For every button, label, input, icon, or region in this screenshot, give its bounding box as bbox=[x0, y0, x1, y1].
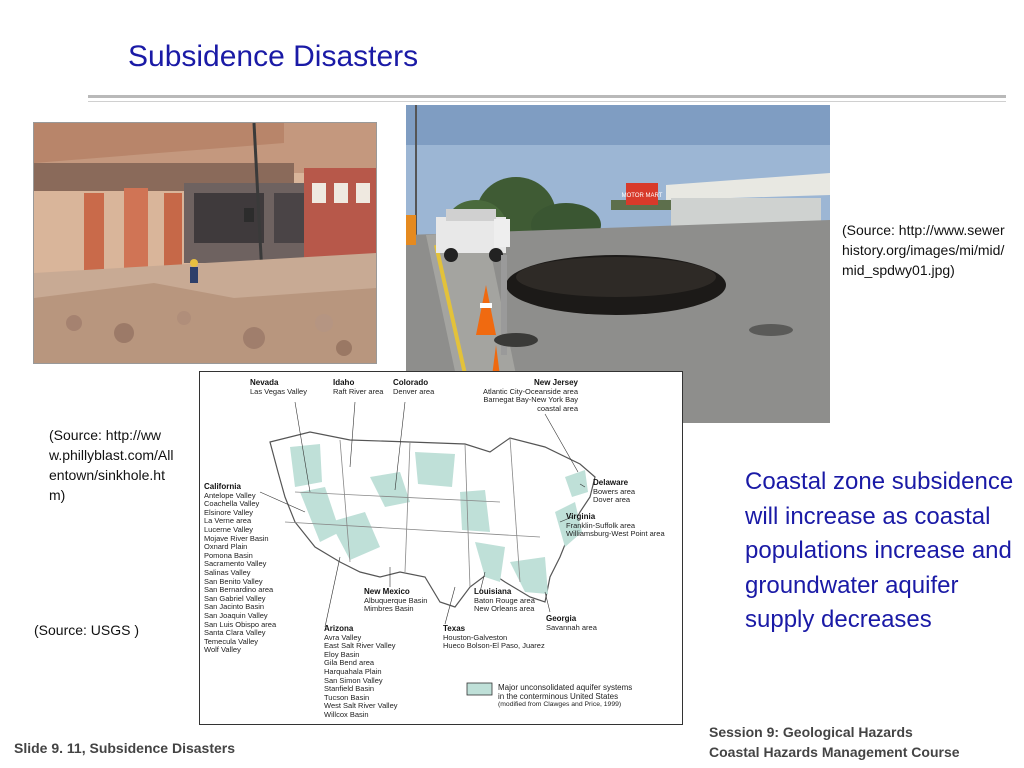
footer-session: Session 9: Geological Hazards bbox=[709, 724, 913, 740]
footer-course: Coastal Hazards Management Course bbox=[709, 744, 960, 760]
slide-title: Subsidence Disasters bbox=[128, 40, 419, 73]
map-label-idaho: Idaho Raft River area bbox=[333, 378, 384, 396]
legend-swatch bbox=[467, 683, 492, 695]
map-label-nevada: Nevada Las Vegas Valley bbox=[250, 378, 307, 396]
map-label-colorado: Colorado Denver area bbox=[393, 378, 435, 396]
map-label-delaware: Delaware Bowers area Dover area bbox=[593, 478, 636, 505]
map-label-new-jersey: New Jersey Atlantic City-Oceanside area Barnegat Bay-New York Bay coastal area bbox=[482, 378, 578, 413]
usgs-aquifer-subsidence-map bbox=[199, 371, 683, 725]
map-source: (Source: USGS ) bbox=[34, 622, 140, 638]
photo1-source: (Source: http://www.phillyblast.com/Allentown/sinkhole.htm) bbox=[49, 427, 174, 503]
store-sign-text: MOTOR MART bbox=[621, 193, 663, 199]
photo2-source: (Source: http://www.sewerhistory.org/images/mi/mid/mid_spdwy01.jpg) bbox=[842, 222, 1005, 278]
map-label-arizona: Arizona Avra Valley East Salt River Valley Eloy Basin Gila Bend area Harquahala Plain San Simon Valley Stanfield Basin Tucson Basin West Salt River Valley Willcox Basin bbox=[324, 624, 398, 719]
map-label-new-mexico: New Mexico Albuquerque Basin Mimbres Basin bbox=[364, 587, 428, 614]
slide-footer-left: Slide 9. 11, Subsidence Disasters bbox=[14, 740, 235, 756]
slide-footer-right bbox=[709, 722, 960, 762]
map-legend: Major unconsolidated aquifer systems in the conterminous United States (modified from Clawges and Price, 1999) bbox=[498, 683, 633, 709]
damaged-building-photo bbox=[33, 122, 377, 364]
title-divider bbox=[88, 95, 1006, 98]
map-label-louisiana: Louisiana Baton Rouge area New Orleans area bbox=[474, 587, 535, 614]
map-label-virginia: Virginia Franklin-Suffolk area Williamsburg-West Point area bbox=[566, 512, 665, 539]
map-label-texas: Texas Houston-Galveston Hueco Bolson-El Paso, Juarez bbox=[443, 624, 545, 651]
title-divider-thin bbox=[88, 101, 1006, 102]
map-label-california: California Antelope Valley Coachella Valley Elsinore Valley La Verne area Lucerne Valley Mojave River Basin Oxnard Plain Pomona Basin Sacramento Valley Salinas Valley San Benito Valley San Bernardino area San Gabriel Valley San Jacinto Basin San Joaquin Valley San Luis Obispo area Santa Clara Valley Temecula Valley Wolf Valley bbox=[204, 482, 277, 655]
coastal-subsidence-callout: Coastal zone subsidence will increase as coastal populations increase and groundwater aquifer supply decreases bbox=[745, 468, 1014, 633]
map-label-georgia: Georgia Savannah area bbox=[546, 614, 597, 632]
